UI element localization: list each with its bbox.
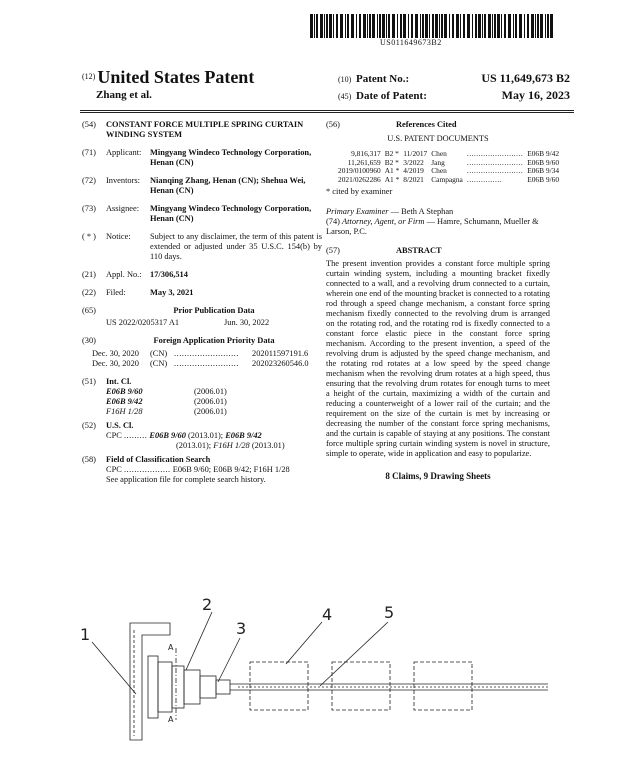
foreign-priority-title: Foreign Application Priority Data [153, 336, 275, 345]
prior-pub-date: Jun. 30, 2022 [224, 318, 270, 327]
refs-header [326, 120, 550, 130]
section-mark: A [168, 715, 174, 724]
ref-date: 3/2022 [403, 157, 424, 167]
code-22: (22) [82, 288, 96, 297]
barcode-bar [497, 14, 500, 38]
abstract-header [326, 246, 550, 256]
examiner-label: Primary Examiner [326, 207, 389, 216]
applicant-value: Mingyang Windeco Technology Corporation, Henan (CN) [150, 148, 312, 167]
barcode-bar [508, 14, 511, 38]
patent-date: May 16, 2023 [501, 88, 570, 102]
barcode-bar [467, 14, 470, 38]
assignee-label: Assignee: [106, 204, 140, 213]
ref-label: 2 [202, 595, 213, 614]
code-54: (54) [82, 120, 96, 129]
barcode-bar [397, 14, 398, 38]
code-72: (72) [82, 176, 96, 185]
barcode-bar [359, 14, 361, 38]
fp-country: (CN) [150, 359, 168, 368]
barcode-bar [345, 14, 346, 38]
header-rule-thick [80, 110, 574, 111]
barcode-bar [392, 14, 395, 38]
spring-mechanism [414, 662, 472, 710]
patent-header-right [338, 71, 570, 105]
int-cl-class: F16H 1/28 [106, 407, 143, 416]
barcode-bar [320, 14, 323, 38]
header-rule-thin [80, 112, 574, 113]
ref-date: 4/2019 [403, 166, 424, 175]
barcode-bar [356, 14, 357, 38]
int-cl-title: Int. Cl. [106, 377, 132, 386]
barcode-bar [545, 14, 546, 38]
references-abstract-column [326, 120, 560, 481]
refs-subtitle: U.S. PATENT DOCUMENTS [387, 134, 489, 143]
ref-dots: ........................ [466, 158, 524, 167]
cpc-class: F16H 1/28 [213, 441, 250, 450]
leader-1 [92, 642, 136, 694]
int-cl-list [106, 387, 322, 417]
barcode-bar [351, 14, 354, 38]
barcode-bar [492, 14, 493, 38]
barcode-bar [531, 14, 534, 38]
code-45: (45) [338, 92, 352, 101]
patent-number: US 11,649,673 B2 [481, 71, 570, 85]
barcode-bar [326, 14, 328, 38]
authors: Zhang et al. [96, 89, 152, 101]
patent-date-label: Date of Patent: [356, 90, 427, 102]
patent-number-label: Patent No.: [356, 73, 410, 85]
drum-hub [158, 662, 172, 712]
bibliographic-column [82, 120, 322, 493]
search-note: See application file for complete search history. [106, 475, 266, 484]
barcode-bar [367, 14, 368, 38]
appl-value: 17/306,514 [150, 270, 188, 279]
barcode-bar [484, 14, 486, 38]
barcode-bar [347, 14, 349, 38]
leader-5 [320, 622, 388, 686]
ref-date: 11/2017 [403, 149, 428, 158]
barcode-bar [535, 14, 536, 38]
code-57: (57) [326, 246, 340, 255]
barcode-bar [449, 14, 450, 38]
code-52: (52) [82, 421, 96, 430]
barcode-bar [403, 14, 406, 38]
barcode-bar [513, 14, 514, 38]
barcode-bar [519, 14, 522, 38]
int-cl-field [82, 377, 322, 417]
search-cpc-label: CPC [106, 465, 122, 474]
barcode-bar [547, 14, 549, 38]
barcode-bar [540, 14, 543, 38]
appl-field [82, 270, 322, 280]
cpc-version: (2013.01) [251, 441, 285, 450]
spring-mechanism [332, 662, 390, 710]
filed-label: Filed: [106, 288, 126, 297]
barcode-bar [537, 14, 539, 38]
barcode-bar [386, 14, 387, 38]
filed-value: May 3, 2021 [150, 288, 194, 297]
abstract-text: The present invention provides a constant force multiple spring curtain winding system, including a mounting bracket fixedly connected to a wall, and a revolving drum connected to a curtain, wherein one end of the mounting bracket is connected to a rotating rod through a speed change mechanism, a constant force spring mechanism fixedly connected to the revolving drum is arranged on the rotating rod, and the rotating rod is fixedly connected to a constant force elastic piece in the constant force spring mechanism. According to the present invention, a speed of the revolving drum is adjusted by the speed change mechanism, and the rotating rod rotates at a low speed by the speed change mechanism when the revolving drum rotates at a high speed, thus ensuring that the revolving drum rotates for enough turns to meet a height of the curtain, maximizing a width of the curtain and reducing a counterweight of a lower rail of the curtain; and the requirement on the size of the curtain is met by increasing or decreasing the number of the constant force spring mechanisms, and the curtain is capable of staying at any positions. The constant force multiple spring curtain winding system is novel in structure, simple to operate, wide in application and easy to popularize. [326, 259, 550, 458]
barcode-bar [316, 14, 318, 38]
barcode-bar [400, 14, 402, 38]
prior-pub-title: Prior Publication Data [173, 306, 255, 315]
ref-kind: B2 * [384, 157, 399, 167]
examiner-value: — Beth A Stephan [390, 207, 454, 216]
ref-cls: E06B 9/60 [527, 157, 560, 167]
spring-mechanism [250, 662, 308, 710]
barcode-bar [488, 14, 491, 38]
cpc-label: CPC [106, 431, 122, 440]
ref-label: 1 [80, 625, 91, 644]
barcode-bar [527, 14, 529, 38]
inventors-label: Inventors: [106, 176, 140, 185]
search-field [82, 455, 322, 485]
ref-label: 3 [236, 619, 247, 638]
fp-number: 202023260546.0 [252, 359, 309, 368]
barcode-number: US011649673B2 [380, 38, 442, 47]
barcode-bar [382, 14, 385, 38]
int-cl-row [106, 387, 322, 397]
code-51: (51) [82, 377, 96, 386]
representative-drawing [70, 590, 590, 764]
int-cl-row [106, 407, 322, 417]
fp-dots: ......................... [174, 349, 239, 358]
barcode-bar [422, 14, 424, 38]
barcode-bar [310, 14, 313, 38]
search-dots: .................. [123, 465, 171, 474]
barcode-bar [336, 14, 338, 38]
ref-dots: ........................ [466, 167, 524, 175]
code-71: (71) [82, 148, 96, 157]
barcode-bar [408, 14, 409, 38]
ref-num: 11,261,659 [347, 157, 381, 167]
attorney-label: Attorney, Agent, or Firm [342, 217, 425, 226]
assignee-field [82, 204, 322, 224]
foreign-priority-list [82, 349, 322, 369]
leader-4 [286, 622, 322, 664]
barcode-bar [372, 14, 375, 38]
barcode-bar [314, 14, 315, 38]
barcode-bar [515, 14, 517, 38]
int-cl-row [106, 397, 322, 407]
ref-label: 4 [322, 605, 333, 624]
drum-flange [148, 656, 158, 718]
leader-3 [218, 638, 240, 682]
barcode-bar [435, 14, 438, 38]
barcode-bar [439, 14, 440, 38]
code-58: (58) [82, 455, 96, 464]
search-title: Field of Classification Search [106, 455, 211, 464]
code-12: (12) [82, 72, 96, 81]
ref-cls: E06B 9/42 [527, 149, 560, 158]
barcode-bar [363, 14, 366, 38]
shaft-collar [216, 680, 230, 694]
mounting-bracket [130, 623, 170, 740]
barcode-bar [377, 14, 378, 38]
fp-number: 202011597191.6 [252, 349, 309, 358]
attorney-value: — Hamre, Schumann, Mueller & Larson, P.C. [326, 217, 539, 236]
us-cl-field [82, 421, 322, 451]
ref-kind: B2 * [384, 149, 399, 158]
attorney-line [326, 217, 550, 237]
foreign-priority-row [92, 359, 322, 369]
reference-row [336, 176, 561, 185]
barcode-bar [340, 14, 343, 38]
patent-number-row [338, 71, 570, 86]
ref-dots: ............... [466, 175, 503, 184]
barcode-bar [478, 14, 481, 38]
barcode-bar [432, 14, 434, 38]
ref-date: 8/2021 [403, 174, 424, 184]
int-cl-version: (2006.01) [194, 387, 227, 396]
barcode-bar [415, 14, 418, 38]
ref-kind: A1 * [384, 174, 400, 184]
barcode-bar [388, 14, 390, 38]
filed-field [82, 288, 322, 298]
barcode-bar [550, 14, 553, 38]
invention-title: CONSTANT FORCE MULTIPLE SPRING CURTAIN WINDING SYSTEM [106, 120, 304, 139]
barcode-bar [482, 14, 483, 38]
assignee-value: Mingyang Windeco Technology Corporation, Henan (CN) [150, 204, 312, 223]
us-cl-title: U.S. Cl. [106, 421, 134, 430]
int-cl-version: (2006.01) [194, 397, 227, 406]
ref-name: Chen [431, 166, 447, 175]
notice-value: Subject to any disclaimer, the term of this patent is extended or adjusted under 35 U.S.C. 154(b) by 110 days. [150, 232, 322, 261]
prior-pub-field [82, 306, 322, 328]
code-21: (21) [82, 270, 96, 279]
barcode-bar [444, 14, 447, 38]
patent-date-row [338, 88, 570, 103]
ref-name: Jang [431, 157, 445, 167]
patent-type-title: United States Patent [97, 67, 255, 87]
barcode-bar [333, 14, 334, 38]
barcode-bar [441, 14, 443, 38]
barcode-bar [411, 14, 413, 38]
ref-kind: A1 * [384, 166, 400, 175]
ref-cls: E06B 9/34 [527, 166, 560, 175]
barcode-bar [324, 14, 325, 38]
cited-note: * cited by examiner [326, 187, 393, 196]
ref-num: 2021/0262286 [338, 174, 381, 184]
foreign-priority-field [82, 336, 322, 369]
prior-pub-number: US 2022/0205317 A1 [106, 318, 180, 327]
fp-country: (CN) [150, 349, 168, 358]
search-cpc-value: E06B 9/60; E06B 9/42; F16H 1/28 [172, 465, 290, 474]
appl-label: Appl. No.: [106, 270, 142, 279]
barcode-bar [425, 14, 428, 38]
barcode-bar [475, 14, 477, 38]
title-field [82, 120, 322, 140]
int-cl-class: E06B 9/60 [106, 387, 143, 396]
barcode-bar [420, 14, 421, 38]
ref-label: 5 [384, 603, 395, 622]
ref-name: Campagna [431, 174, 463, 184]
coupling [200, 676, 216, 698]
claims-summary: 8 Claims, 9 Drawing Sheets [385, 471, 491, 481]
notice-field [82, 232, 322, 262]
code-74: (74) [326, 217, 340, 226]
barcode-bar [460, 14, 461, 38]
ref-num: 9,816,317 [351, 149, 381, 158]
patent-header-left [82, 67, 254, 101]
barcode-bar [504, 14, 506, 38]
code-30: (30) [82, 336, 96, 345]
code-65: (65) [82, 306, 96, 315]
applicant-label: Applicant: [106, 148, 142, 157]
barcode-bar [524, 14, 525, 38]
barcode [310, 14, 554, 38]
us-cl-cpc [106, 431, 322, 451]
barcode-bar [472, 14, 473, 38]
fp-date: Dec. 30, 2020 [92, 349, 139, 358]
barcode-bar [456, 14, 459, 38]
barcode-bar [501, 14, 502, 38]
int-cl-class: E06B 9/42 [106, 397, 143, 406]
section-mark: A [168, 643, 174, 652]
examiner-line [326, 207, 550, 217]
code-56: (56) [326, 120, 340, 129]
speed-change-housing [172, 666, 184, 708]
cpc-dots: ......... [123, 431, 148, 440]
leader-2 [186, 612, 212, 670]
cpc-version: (2013.01); [188, 431, 224, 440]
refs-title: References Cited [396, 120, 457, 129]
inventors-value: Nianqing Zhang, Henan (CN); Shehua Wei, Henan (CN) [150, 176, 306, 195]
code-73: (73) [82, 204, 96, 213]
barcode-bar [494, 14, 496, 38]
ref-dots: ........................ [466, 150, 524, 158]
barcode-bar [429, 14, 430, 38]
abstract-title: ABSTRACT [396, 246, 442, 255]
cpc-version: (2013.01); [176, 441, 212, 450]
foreign-priority-row [92, 349, 322, 359]
references-table [336, 150, 561, 184]
code-10: (10) [338, 75, 352, 84]
fp-dots: ......................... [174, 359, 239, 368]
ref-name: Chen [431, 149, 447, 158]
cpc-class: E06B 9/60 [149, 431, 186, 440]
speed-change-body [184, 670, 200, 704]
barcode-bar [329, 14, 332, 38]
barcode-bar [369, 14, 371, 38]
applicant-field [82, 148, 322, 168]
barcode-bar [463, 14, 465, 38]
fp-date: Dec. 30, 2020 [92, 359, 139, 368]
code-notice: ( * ) [82, 232, 96, 241]
barcode-bar [452, 14, 454, 38]
barcode-bar [379, 14, 381, 38]
int-cl-version: (2006.01) [194, 407, 227, 416]
inventors-field [82, 176, 322, 196]
cpc-class: E06B 9/42 [225, 431, 262, 440]
ref-cls: E06B 9/60 [527, 174, 560, 184]
notice-label: Notice: [106, 232, 131, 241]
ref-num: 2019/0100960 [338, 166, 381, 175]
